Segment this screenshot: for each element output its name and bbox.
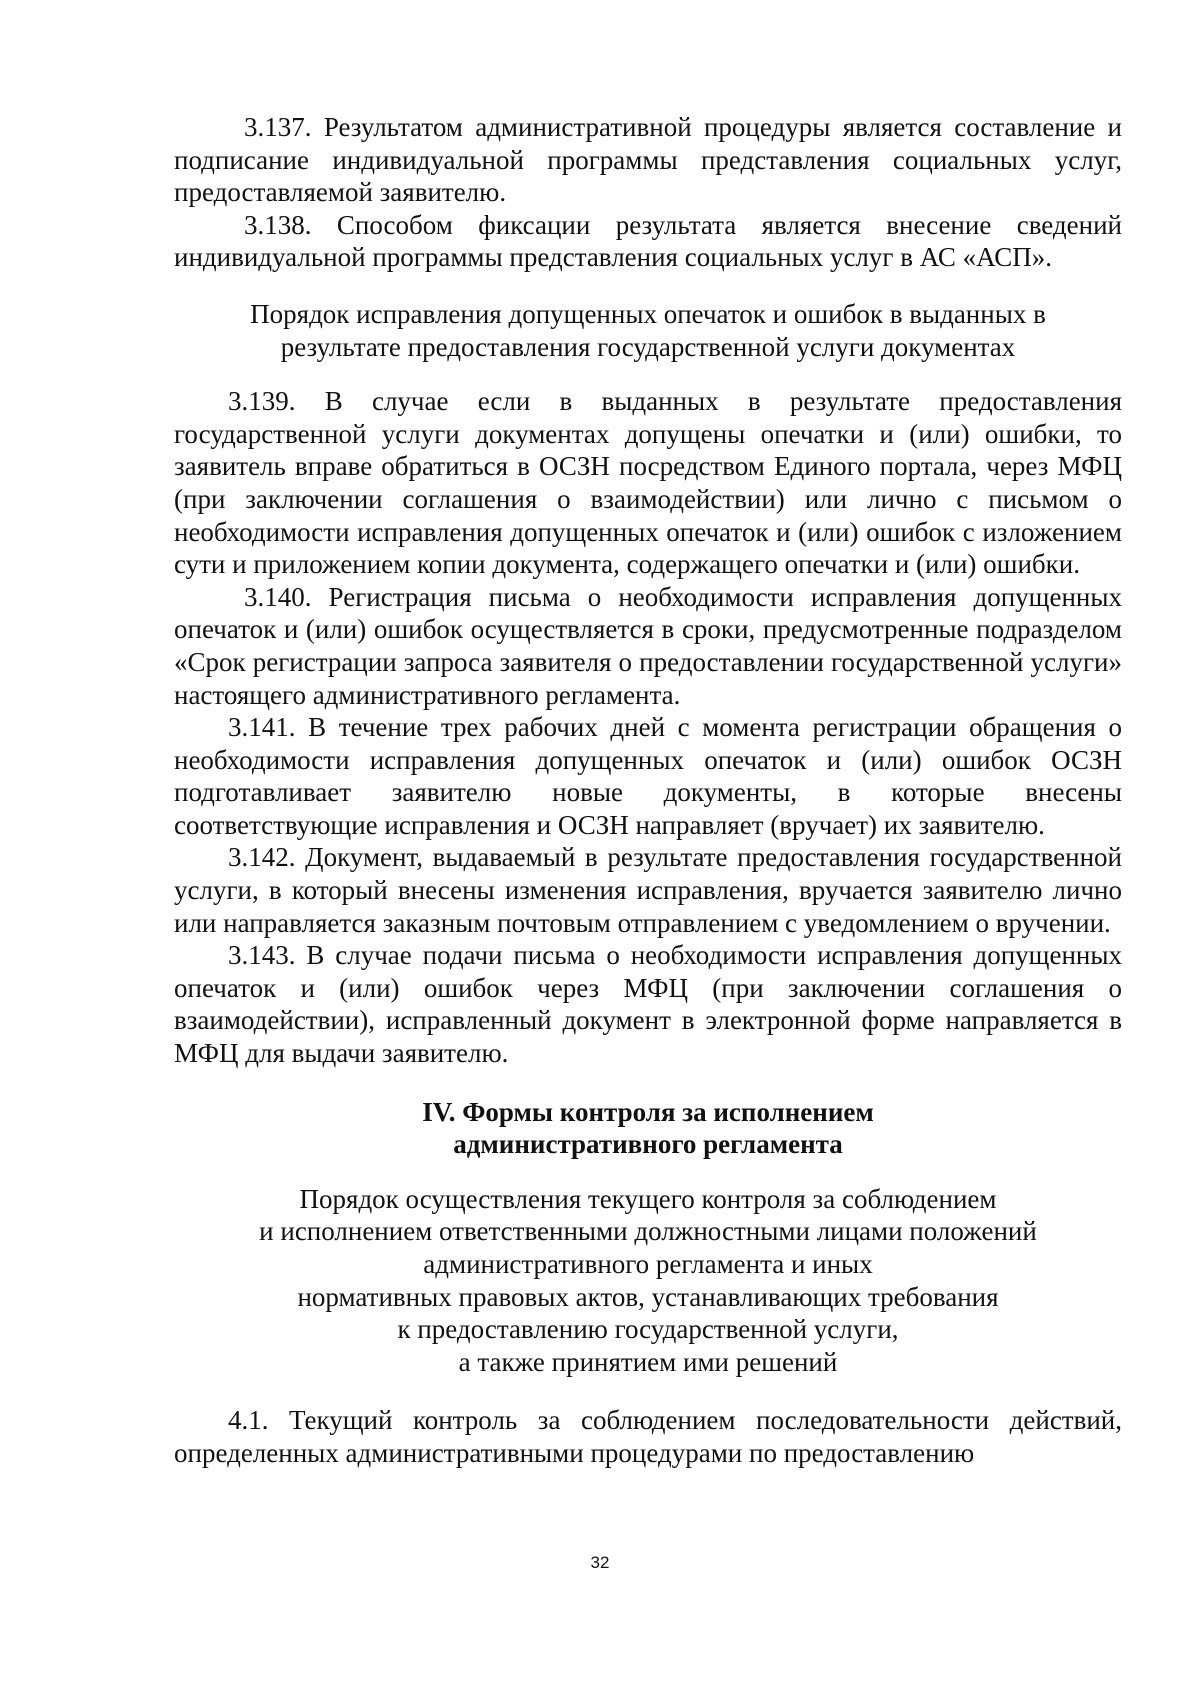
section-heading-line: административного регламента	[453, 1129, 843, 1160]
page-number: 32	[590, 1553, 610, 1572]
paragraph-3-137: 3.137. Результатом административной процедуры является составление и подписание индивидуальной программы представления социальных услуг, предоставляемой заявителю.	[174, 112, 1122, 208]
subheading-control	[174, 1183, 1122, 1379]
paragraph-3-138: 3.138. Способом фиксации результата является внесение сведений индивидуальной программы представления социальных услуг в АС «АСП».	[174, 209, 1122, 273]
subheading-line: результате предоставления государственной услуги документах	[280, 331, 1016, 362]
subheading-line: Порядок исправления допущенных опечаток и ошибок в выданных в	[250, 298, 1046, 329]
subheading-line: Порядок осуществления текущего контроля за соблюдением	[299, 1183, 997, 1214]
subheading-line: к предоставлению государственной услуги,	[397, 1314, 899, 1345]
section-heading-iv	[174, 1096, 1122, 1161]
subheading-line: а также принятием ими решений	[458, 1346, 838, 1377]
paragraph-3-141: 3.141. В течение трех рабочих дней с момента регистрации обращения о необходимости исправления допущенных опечаток и (или) ошибок ОСЗН подготавливает заявителю новые документы, в которые внесены соответствующие исправления и ОСЗН направляет (вручает) их заявителю.	[174, 712, 1122, 840]
subheading-line: нормативных правовых актов, устанавливающих требования	[297, 1281, 999, 1312]
subheading-line: административного регламента и иных	[423, 1249, 873, 1279]
document-page	[174, 111, 1122, 1470]
paragraph-3-139: 3.139. В случае если в выданных в результате предоставления государственной услуги документах допущены опечатки и (или) ошибки, то заявитель вправе обратиться в ОСЗН посредством Единого портала, через МФЦ (при заключении соглашения о взаимодействии) или лично с письмом о необходимости исправления допущенных опечаток и (или) ошибок с изложением сути и приложением копии документа, содержащего опечатки и (или) ошибки.	[174, 386, 1122, 580]
paragraph-3-143: 3.143. В случае подачи письма о необходимости исправления допущенных опечаток и (или) ошибок через МФЦ (при заключении соглашения о взаимодействии), исправленный документ в электронной форме направляется в МФЦ для выдачи заявителю.	[174, 940, 1122, 1069]
subheading-corrections	[174, 298, 1122, 363]
section-heading-line: IV. Формы контроля за исполнением	[422, 1096, 874, 1127]
paragraph-4-1: 4.1. Текущий контроль за соблюдением последовательности действий, определенных административными процедурами по предоставлению	[174, 1405, 1122, 1468]
paragraph-3-140: 3.140. Регистрация письма о необходимости исправления допущенных опечаток и (или) ошибок осуществляется в сроки, предусмотренные подразделом «Срок регистрации запроса заявителя о предоставлении государственной услуги» настоящего административного регламента.	[174, 581, 1122, 710]
paragraph-3-142: 3.142. Документ, выдаваемый в результате предоставления государственной услуги, в который внесены изменения исправления, вручается заявителю лично или направляется заказным почтовым отправлением с уведомлением о вручении.	[174, 842, 1122, 938]
subheading-line: и исполнением ответственными должностными лицами положений	[259, 1216, 1037, 1247]
